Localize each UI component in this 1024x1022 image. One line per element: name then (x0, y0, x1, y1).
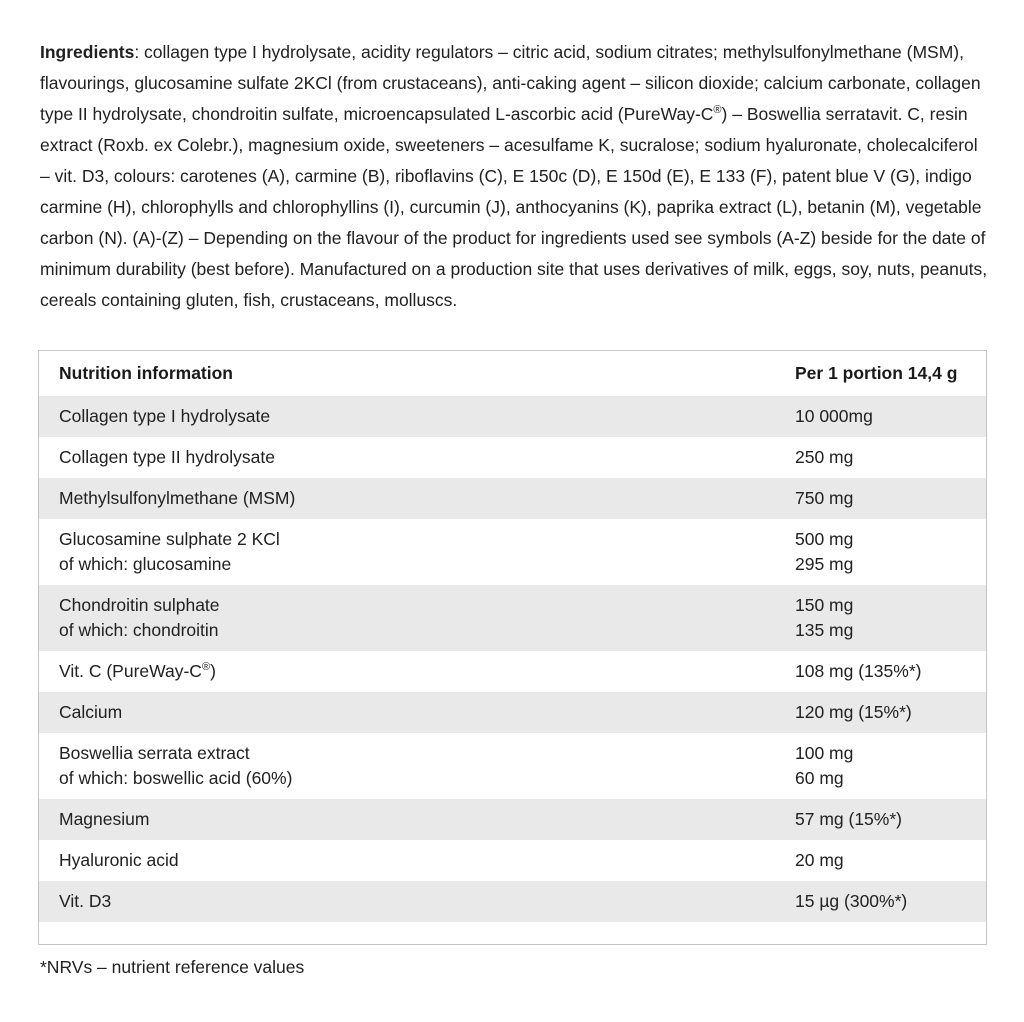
nutrient-name-text: Vit. C (PureWay-C (59, 661, 202, 681)
nrv-footnote: *NRVs – nutrient reference values (40, 957, 305, 977)
nutrient-name: Collagen type I hydrolysate (59, 406, 271, 426)
table-row-glucosamine (39, 519, 986, 585)
nutrient-name-group (39, 741, 795, 791)
nutrient-name: Glucosamine sulphate 2 KCl (59, 529, 280, 549)
nutrient-name-group (39, 593, 795, 643)
nutrient-name: Hyaluronic acid (59, 850, 179, 870)
table-row-vitamin-d3 (39, 881, 986, 922)
nutrient-value: 108 mg (135%*) (795, 661, 922, 681)
nutrient-name: Calcium (59, 702, 123, 722)
nutrient-name: Methylsulfonylmethane (MSM) (59, 488, 296, 508)
ingredients-paragraph (40, 37, 988, 316)
nutrient-subname: of which: glucosamine (59, 554, 232, 574)
table-row-hyaluronic-acid (39, 840, 986, 881)
registered-trademark-symbol: ® (201, 661, 211, 674)
table-row-collagen-type-1 (39, 396, 986, 437)
ingredients-text-part-2: ) – Boswellia serratavit. C, resin extract (Roxb. ex Colebr.), magnesium oxide, sweeteners – acesulfame K, sucralose; sodium hyaluronate, cholecalciferol – vit. D3, colours: carotenes (A), carmine (B), riboflavins (C), E 150c (D), E 150d (E), E 133 (F), patent blue V (G), indigo carmine (H), chlorophylls and chlorophyllins (I), curcumin (J), anthocyanins (K), paprika extract (L), betanin (M), vegetable carbon (N). (A)-(Z) – Depending on the flavour of the product for ingredients used see symbols (A-Z) beside for the date of minimum durability (best before). Manufactured on a production site that uses derivatives of milk, eggs, soy, nuts, peanuts, cereals containing gluten, fish, crustaceans, molluscs. (40, 104, 988, 310)
nutrient-name (39, 659, 795, 684)
nutrient-value-group (795, 741, 986, 791)
nutrient-value: 750 mg (795, 488, 854, 508)
nutrient-name: Collagen type II hydrolysate (59, 447, 275, 467)
nutrient-subvalue: 60 mg (795, 768, 844, 788)
ingredients-label: Ingredients (40, 42, 135, 62)
nutrition-table (38, 350, 987, 945)
table-row-spacer (39, 922, 986, 944)
nutrient-value-group (795, 527, 986, 577)
nutrient-name: Boswellia serrata extract (59, 743, 250, 763)
nutrient-value: 250 mg (795, 447, 854, 467)
table-row-magnesium (39, 799, 986, 840)
nutrient-value: 10 000mg (795, 406, 873, 426)
nutrient-name-text: ) (210, 661, 216, 681)
nutrition-table-header-row (39, 351, 986, 396)
table-row-calcium (39, 692, 986, 733)
table-row-boswellia (39, 733, 986, 799)
table-row-chondroitin (39, 585, 986, 651)
nutrition-table-header-portion: Per 1 portion 14,4 g (795, 363, 958, 383)
table-row-vitamin-c (39, 651, 986, 692)
nutrient-name-group (39, 527, 795, 577)
nutrient-value: 120 mg (15%*) (795, 702, 912, 722)
ingredients-text-part-1: : collagen type I hydrolysate, acidity regulators – citric acid, sodium citrates; methylsulfonylmethane (MSM), flavourings, glucosamine sulfate 2KCl (from crustaceans), anti-caking agent – silicon dioxide; calcium carbonate, collagen type II hydrolysate, chondroitin sulfate, microencapsulated L-ascorbic acid (PureWay-C (40, 42, 981, 124)
nutrient-subvalue: 135 mg (795, 620, 854, 640)
nutrient-name: Chondroitin sulphate (59, 595, 220, 615)
nutrient-value: 150 mg (795, 595, 854, 615)
nutrient-value: 500 mg (795, 529, 854, 549)
nutrient-subname: of which: boswellic acid (60%) (59, 768, 293, 788)
nutrient-subname: of which: chondroitin (59, 620, 219, 640)
nutrient-value: 15 µg (300%*) (795, 891, 908, 911)
nutrient-value: 100 mg (795, 743, 854, 763)
nutrient-value-group (795, 593, 986, 643)
table-row-msm (39, 478, 986, 519)
nutrient-name: Magnesium (59, 809, 150, 829)
nutrient-name: Vit. D3 (59, 891, 112, 911)
registered-trademark-symbol: ® (713, 104, 722, 117)
nutrient-value: 20 mg (795, 850, 844, 870)
nutrition-table-header-title: Nutrition information (59, 363, 234, 383)
nutrient-value: 57 mg (15%*) (795, 809, 902, 829)
table-row-collagen-type-2 (39, 437, 986, 478)
nutrient-subvalue: 295 mg (795, 554, 854, 574)
